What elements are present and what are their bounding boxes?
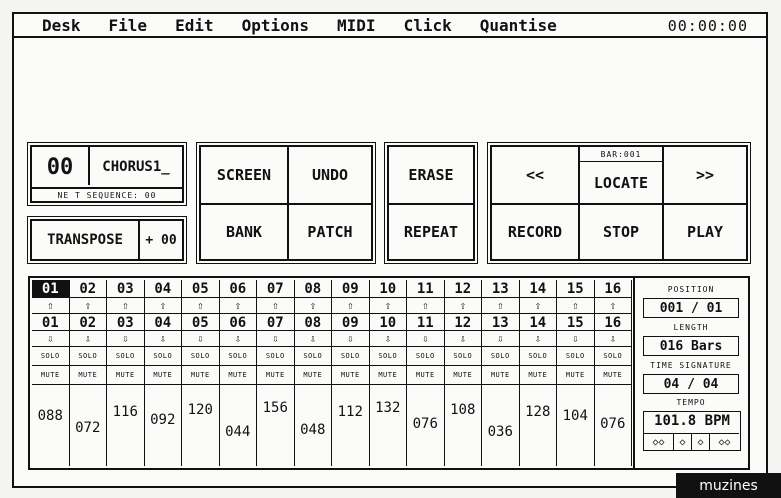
track-column — [295, 280, 333, 466]
arrow-down-icon[interactable]: ⇩ — [534, 332, 542, 345]
solo-button[interactable]: SOLO — [78, 351, 98, 360]
arrow-up-icon[interactable]: ⇧ — [346, 299, 354, 312]
solo-button[interactable]: SOLO — [265, 351, 285, 360]
track-column — [32, 280, 70, 466]
track-column — [370, 280, 408, 466]
track-level[interactable]: 088 — [37, 408, 63, 424]
mute-button[interactable]: MUTE — [378, 370, 398, 379]
track-channel[interactable]: 05 — [191, 314, 209, 331]
arrow-up-icon[interactable]: ⇧ — [159, 299, 167, 312]
arrow-up-icon[interactable]: ⇧ — [46, 299, 54, 312]
track-channel[interactable]: 15 — [566, 314, 584, 331]
solo-button[interactable]: SOLO — [528, 351, 548, 360]
arrow-down-icon[interactable]: ⇩ — [309, 332, 317, 345]
tempo-panel — [643, 411, 741, 451]
mute-button[interactable]: MUTE — [340, 370, 360, 379]
track-column — [70, 280, 108, 466]
track-select[interactable]: 07 — [266, 280, 284, 297]
arrow-up-icon[interactable]: ⇧ — [309, 299, 317, 312]
menu-options[interactable]: Options — [241, 15, 310, 35]
track-select[interactable]: 02 — [79, 280, 97, 297]
length-field[interactable]: 016 Bars — [643, 336, 739, 356]
solo-button[interactable]: SOLO — [415, 351, 435, 360]
track-channel[interactable]: 11 — [416, 314, 434, 331]
solo-button[interactable]: SOLO — [490, 351, 510, 360]
arrow-down-icon[interactable]: ⇩ — [384, 332, 392, 345]
arrow-up-icon[interactable]: ⇧ — [234, 299, 242, 312]
arrow-up-icon[interactable]: ⇧ — [534, 299, 542, 312]
solo-button[interactable]: SOLO — [303, 351, 323, 360]
track-level[interactable]: 156 — [262, 400, 288, 416]
arrow-down-icon[interactable]: ⇩ — [234, 332, 242, 345]
muzines-logo: muzines — [676, 473, 781, 498]
mute-button[interactable]: MUTE — [115, 370, 135, 379]
transpose-value[interactable]: + 00 — [145, 232, 177, 248]
track-level[interactable]: 104 — [562, 408, 588, 424]
length-label: LENGTH — [673, 323, 709, 332]
track-select[interactable]: 10 — [379, 280, 397, 297]
track-level[interactable]: 044 — [225, 424, 251, 440]
menu-midi[interactable]: MIDI — [337, 15, 376, 35]
track-column — [520, 280, 558, 466]
record-button[interactable]: RECORD — [507, 223, 563, 241]
track-level[interactable]: 112 — [337, 404, 363, 420]
screen-button[interactable]: SCREEN — [216, 166, 272, 184]
track-level[interactable]: 128 — [525, 404, 551, 420]
track-select[interactable]: 06 — [229, 280, 247, 297]
menu-desk[interactable]: Desk — [42, 15, 81, 35]
track-channel[interactable]: 14 — [529, 314, 547, 331]
time-clock: 00:00:00 — [667, 17, 748, 35]
erase-button[interactable]: ERASE — [408, 166, 454, 184]
track-column — [182, 280, 220, 466]
arrow-up-icon[interactable]: ⇧ — [121, 299, 129, 312]
track-level[interactable]: 076 — [600, 416, 626, 432]
solo-button[interactable]: SOLO — [40, 351, 60, 360]
track-channel[interactable]: 08 — [304, 314, 322, 331]
track-level[interactable]: 048 — [300, 422, 326, 438]
track-mixer-panel — [28, 276, 750, 470]
sequence-number[interactable]: 00 — [46, 154, 74, 180]
song-settings — [636, 280, 746, 466]
tempo-field[interactable]: 101.8 BPM — [654, 413, 730, 429]
track-channel[interactable]: 06 — [229, 314, 247, 331]
arrow-up-icon[interactable]: ⇧ — [196, 299, 204, 312]
track-select[interactable]: 14 — [529, 280, 547, 297]
track-select[interactable]: 12 — [454, 280, 472, 297]
track-channel[interactable]: 10 — [379, 314, 397, 331]
track-level[interactable]: 076 — [412, 416, 438, 432]
arrow-up-icon[interactable]: ⇧ — [271, 299, 279, 312]
tempo-down-fast-icon[interactable]: ◇◇ — [644, 433, 674, 450]
time-signature-label: TIME SIGNATURE — [650, 361, 732, 370]
track-select[interactable]: 13 — [491, 280, 509, 297]
track-column — [407, 280, 445, 466]
tempo-up-icon[interactable]: ◇ — [692, 433, 710, 450]
solo-button[interactable]: SOLO — [565, 351, 585, 360]
track-column — [107, 280, 145, 466]
track-channel[interactable]: 03 — [116, 314, 134, 331]
edit-buttons-panel — [199, 145, 373, 261]
track-channel[interactable]: 07 — [266, 314, 284, 331]
track-column — [332, 280, 370, 466]
solo-button[interactable]: SOLO — [115, 351, 135, 360]
patch-button[interactable]: PATCH — [307, 223, 353, 241]
track-level[interactable]: 092 — [150, 412, 176, 428]
arrow-down-icon[interactable]: ⇩ — [571, 332, 579, 345]
menu-bar — [14, 14, 766, 38]
track-level[interactable]: 120 — [187, 402, 213, 418]
arrow-up-icon[interactable]: ⇧ — [459, 299, 467, 312]
track-level[interactable]: 072 — [75, 420, 101, 436]
solo-button[interactable]: SOLO — [190, 351, 210, 360]
track-column — [482, 280, 520, 466]
track-select[interactable]: 03 — [116, 280, 134, 297]
track-level[interactable]: 132 — [375, 400, 401, 416]
sequence-panel — [30, 145, 184, 203]
track-grid — [32, 280, 632, 466]
track-column — [145, 280, 183, 466]
solo-button[interactable]: SOLO — [603, 351, 623, 360]
arrow-down-icon[interactable]: ⇩ — [459, 332, 467, 345]
time-signature-field[interactable]: 04 / 04 — [643, 374, 739, 394]
erase-repeat-panel — [387, 145, 475, 261]
arrow-down-icon[interactable]: ⇩ — [46, 332, 54, 345]
track-column — [220, 280, 258, 466]
arrow-up-icon[interactable]: ⇧ — [571, 299, 579, 312]
mute-button[interactable]: MUTE — [453, 370, 473, 379]
track-level[interactable]: 108 — [450, 402, 476, 418]
mute-button[interactable]: MUTE — [490, 370, 510, 379]
mute-button[interactable]: MUTE — [265, 370, 285, 379]
undo-button[interactable]: UNDO — [311, 166, 349, 184]
mute-button[interactable]: MUTE — [415, 370, 435, 379]
play-button[interactable]: PLAY — [686, 223, 724, 241]
track-select[interactable]: 15 — [566, 280, 584, 297]
arrow-down-icon[interactable]: ⇩ — [496, 332, 504, 345]
arrow-up-icon[interactable]: ⇧ — [84, 299, 92, 312]
arrow-up-icon[interactable]: ⇧ — [421, 299, 429, 312]
menu-file[interactable]: File — [108, 15, 148, 35]
sequence-name[interactable]: CHORUS1_ — [102, 159, 170, 175]
track-channel[interactable]: 12 — [454, 314, 472, 331]
solo-button[interactable]: SOLO — [453, 351, 473, 360]
solo-button[interactable]: SOLO — [340, 351, 360, 360]
mute-button[interactable]: MUTE — [78, 370, 98, 379]
locate-button[interactable]: LOCATE — [593, 173, 649, 192]
track-channel[interactable]: 04 — [154, 314, 172, 331]
track-select[interactable]: 11 — [416, 280, 434, 297]
track-column — [595, 280, 633, 466]
track-select[interactable]: 04 — [154, 280, 172, 297]
arrow-down-icon[interactable]: ⇩ — [346, 332, 354, 345]
track-select[interactable]: 16 — [604, 280, 622, 297]
track-channel[interactable]: 01 — [41, 314, 59, 331]
arrow-down-icon[interactable]: ⇩ — [196, 332, 204, 345]
menu-edit[interactable]: Edit — [175, 15, 214, 35]
repeat-button[interactable]: REPEAT — [403, 223, 459, 241]
stop-button[interactable]: STOP — [602, 223, 640, 241]
position-label: POSITION — [667, 285, 715, 294]
mute-button[interactable]: MUTE — [40, 370, 60, 379]
track-column — [445, 280, 483, 466]
arrow-up-icon[interactable]: ⇧ — [496, 299, 504, 312]
mute-button[interactable]: MUTE — [565, 370, 585, 379]
solo-button[interactable]: SOLO — [153, 351, 173, 360]
bank-button[interactable]: BANK — [225, 223, 263, 241]
arrow-down-icon[interactable]: ⇩ — [421, 332, 429, 345]
track-select[interactable]: 08 — [304, 280, 322, 297]
mute-button[interactable]: MUTE — [303, 370, 323, 379]
track-select[interactable]: 01 — [32, 280, 69, 297]
menu-quantise[interactable]: Quantise — [479, 15, 557, 35]
transport-panel — [490, 145, 748, 261]
track-select[interactable]: 05 — [191, 280, 209, 297]
tempo-down-icon[interactable]: ◇ — [674, 433, 692, 450]
solo-button[interactable]: SOLO — [228, 351, 248, 360]
rewind-button[interactable]: << — [525, 166, 545, 184]
arrow-down-icon[interactable]: ⇩ — [84, 332, 92, 345]
tempo-label: TEMPO — [676, 398, 706, 407]
mute-button[interactable]: MUTE — [153, 370, 173, 379]
arrow-down-icon[interactable]: ⇩ — [609, 332, 617, 345]
mute-button[interactable]: MUTE — [190, 370, 210, 379]
track-column — [557, 280, 595, 466]
track-select[interactable]: 09 — [341, 280, 359, 297]
track-column — [257, 280, 295, 466]
next-sequence-label: NE T SEQUENCE: 00 — [57, 190, 157, 200]
menu-click[interactable]: Click — [403, 15, 452, 35]
arrow-down-icon[interactable]: ⇩ — [271, 332, 279, 345]
transpose-panel — [30, 219, 184, 261]
track-channel[interactable]: 13 — [491, 314, 509, 331]
track-channel[interactable]: 09 — [341, 314, 359, 331]
track-level[interactable]: 036 — [487, 424, 513, 440]
mute-button[interactable]: MUTE — [603, 370, 623, 379]
track-channel[interactable]: 16 — [604, 314, 622, 331]
position-field[interactable]: 001 / 01 — [643, 298, 739, 318]
arrow-down-icon[interactable]: ⇩ — [159, 332, 167, 345]
track-channel[interactable]: 02 — [79, 314, 97, 331]
mute-button[interactable]: MUTE — [228, 370, 248, 379]
bar-readout: BAR:001 — [600, 149, 642, 159]
solo-button[interactable]: SOLO — [378, 351, 398, 360]
arrow-down-icon[interactable]: ⇩ — [121, 332, 129, 345]
transpose-label: TRANSPOSE — [47, 232, 123, 248]
arrow-up-icon[interactable]: ⇧ — [384, 299, 392, 312]
mute-button[interactable]: MUTE — [528, 370, 548, 379]
tempo-up-fast-icon[interactable]: ◇◇ — [710, 433, 739, 450]
track-level[interactable]: 116 — [112, 404, 138, 420]
forward-button[interactable]: >> — [695, 166, 715, 184]
arrow-up-icon[interactable]: ⇧ — [609, 299, 617, 312]
